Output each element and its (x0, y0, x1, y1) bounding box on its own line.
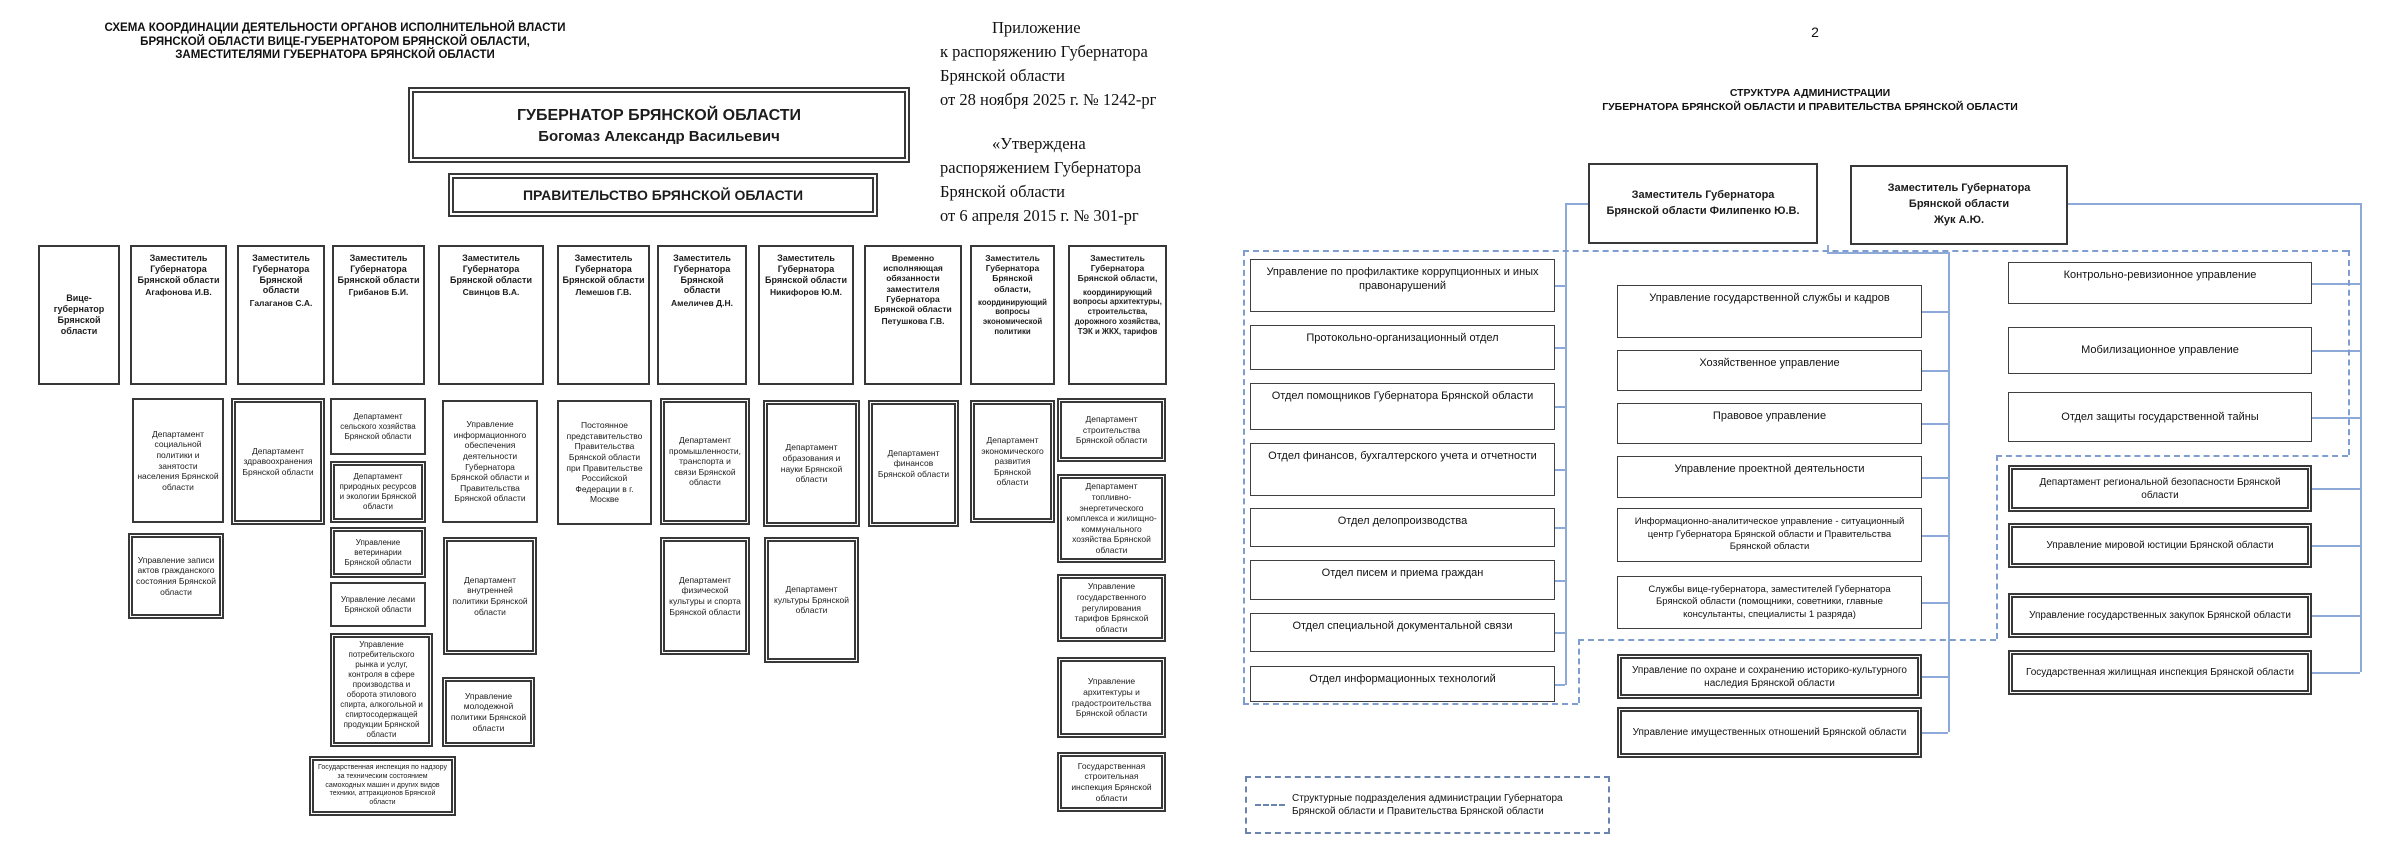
org-unit-box (330, 527, 426, 578)
connector (1555, 469, 1565, 471)
annex-line: Приложение (992, 18, 1081, 37)
admin-unit-label: Отдел защиты государственной тайны (2061, 410, 2259, 423)
page-number: 2 (1811, 24, 1819, 40)
deputy-box (438, 245, 544, 385)
deputy-name: Амеличев Д.Н. (671, 298, 733, 309)
connector (2068, 203, 2360, 205)
dashed-boundary-line (1243, 250, 2348, 252)
org-unit-box (660, 537, 750, 655)
org-unit-label: Департамент здравоохранения Брянской области (242, 445, 314, 477)
deputy-title: Временно исполняющая обязанности заместителя Губернатора Брянской области (874, 253, 952, 314)
connector (1922, 602, 1948, 604)
org-unit-box (442, 677, 535, 747)
deputy-zhuk-box (1850, 165, 2068, 245)
connector (1555, 527, 1565, 529)
connector (1555, 406, 1565, 408)
org-unit-label: Департамент топливно-энергетического комплекса и жилищно-коммунального хозяйства Брянской области (1066, 481, 1157, 556)
deputy-name: Галаганов С.А. (249, 298, 313, 309)
org-unit-label: Управление молодежной политики Брянской области (450, 690, 527, 733)
governor-name: Богомаз Александр Васильевич (538, 128, 780, 146)
admin-left-box (1250, 325, 1555, 370)
org-unit-label: Постоянное представительство Правительства Брянской области при Правительстве Российской Федерации в г. Москве (566, 420, 643, 505)
admin-unit-label: Управление имущественных отношений Брянской области (1632, 727, 1907, 738)
org-unit-box (970, 400, 1055, 523)
connector (2312, 283, 2360, 285)
connector (1922, 676, 1948, 678)
dashed-boundary-line (1996, 455, 1998, 639)
connector (1565, 203, 1589, 205)
org-unit-box (660, 398, 750, 525)
admin-mid-box (1617, 707, 1922, 758)
admin-right-box (2008, 465, 2312, 512)
admin-unit-label: Контрольно-ревизионное управление (2063, 269, 2257, 281)
annex-line: от 6 апреля 2015 г. № 301-рг (940, 206, 1139, 225)
org-unit-label: Департамент финансов Брянской области (877, 447, 950, 479)
admin-unit-label: Управление по охране и сохранению историко-культурного наследия Брянской области (1632, 664, 1907, 689)
admin-unit-label: Государственная жилищная инспекция Брянской области (2025, 667, 2294, 678)
org-unit-label: Департамент образования и науки Брянской области (780, 442, 843, 485)
legend-label: Структурные подразделения администрации Губернатора Брянской области и Правительства Брянской области (1292, 793, 1563, 817)
admin-right-box (2008, 650, 2312, 695)
admin-unit-label: Отдел финансов, бухгалтерского учета и отчетности (1268, 450, 1537, 462)
right-page-title (1460, 86, 2160, 114)
admin-mid-box (1617, 654, 1922, 699)
admin-unit-label: Хозяйственное управление (1699, 357, 1840, 369)
org-unit-label: Управление потребительского рынка и услуг, контроля в сфере производства и оборота этилового спирта, алкогольной и спиртосодержащей продукции Брянской области (340, 640, 423, 739)
admin-mid-box (1617, 285, 1922, 338)
admin-right-box (2008, 593, 2312, 638)
deputy-name: Никифоров Ю.М. (770, 287, 842, 298)
admin-unit-label: Отдел специальной документальной связи (1292, 620, 1513, 632)
connector (1922, 732, 1948, 734)
admin-unit-label: Службы вице-губернатора, заместителей Губернатора Брянской области (помощники, советники, главные консультанты, специалисты 1 разряда) (1648, 583, 1891, 620)
connector (2312, 350, 2360, 352)
org-unit-label: Департамент промышленности, транспорта и связи Брянской области (669, 434, 741, 488)
deputy-title: Заместитель Губернатора Брянской области (562, 253, 645, 285)
deputy-box (970, 245, 1055, 385)
government-box (448, 173, 878, 217)
connector (1922, 370, 1948, 372)
connector (1555, 347, 1565, 349)
connector (2312, 615, 2360, 617)
org-unit-label: Департамент внутренней политики Брянской области (452, 574, 528, 617)
connector (1565, 203, 1567, 685)
org-unit-box (868, 400, 959, 527)
deputy-box (332, 245, 425, 385)
admin-unit-label: Информационно-аналитическое управление - ситуационный центр Губернатора Брянской области и Правительства Брянской области (1634, 516, 1905, 553)
annex-line: распоряжением Губернатора (940, 158, 1142, 177)
connector (2312, 417, 2360, 419)
org-unit-box (330, 582, 426, 627)
admin-mid-box (1617, 456, 1922, 498)
annex-line: к распоряжению Губернатора (940, 42, 1148, 61)
deputy-filipenko-box (1588, 163, 1818, 244)
org-unit-label: Управление ветеринарии Брянской области (344, 537, 412, 567)
org-unit-label: Департамент социальной политики и занятости населения Брянской области (137, 428, 219, 492)
deputy-title: Заместитель Губернатора (1631, 188, 1775, 201)
deputy-name: Петушкова Г.В. (881, 316, 945, 327)
org-unit-box (442, 400, 538, 523)
admin-unit-label: Управление государственных закупок Брянской области (2029, 610, 2291, 621)
org-unit-box (764, 537, 859, 663)
org-unit-label: Государственная инспекция по надзору за техническим состоянием самоходных машин и других видов техники, аттракционов Брянской области (318, 764, 447, 807)
annex-line: от 28 ноября 2025 г. № 1242-рг (940, 90, 1157, 109)
connector (2312, 545, 2360, 547)
connector (1555, 632, 1565, 634)
dashed-boundary-line (1243, 703, 1578, 705)
connector (1555, 684, 1565, 686)
connector (2312, 672, 2360, 674)
dashed-boundary-line (1996, 455, 2348, 457)
org-unit-box (1057, 657, 1166, 738)
admin-mid-box (1617, 508, 1922, 562)
connector (1555, 580, 1565, 582)
org-unit-label: Управление информационного обеспечения деятельности Губернатора Брянской области и Правительства Брянской области (450, 419, 530, 504)
deputy-title: Жук А.Ю. (1933, 213, 1985, 226)
right-page-title-line: СТРУКТУРА АДМИНИСТРАЦИИ (1729, 87, 1891, 99)
deputy-title: Брянской области Филипенко Ю.В. (1606, 204, 1800, 217)
deputy-title: Заместитель Губернатора Брянской области (137, 253, 220, 285)
deputy-box (864, 245, 962, 385)
admin-unit-label: Управление государственной службы и кадров (1649, 292, 1890, 304)
org-unit-label: Департамент строительства Брянской области (1075, 414, 1148, 446)
dashed-boundary-line (1578, 639, 1580, 703)
admin-left-box (1250, 508, 1555, 547)
dashed-boundary-line (1578, 639, 1996, 641)
org-unit-box (330, 398, 426, 455)
org-unit-label: Департамент культуры Брянской области (774, 584, 849, 616)
deputy-name: Свинцов В.А. (462, 287, 520, 298)
org-unit-label: Управление лесами Брянской области (340, 594, 416, 614)
deputy-title: Заместитель Губернатора Брянской области, (985, 253, 1040, 294)
org-unit-box (1057, 398, 1166, 462)
connector (1922, 311, 1948, 313)
deputy-note: координирующий вопросы экономической политики (978, 297, 1047, 336)
org-unit-box (330, 461, 426, 523)
org-unit-label: Департамент природных ресурсов и экологии Брянской области (339, 472, 417, 511)
org-unit-box (231, 398, 325, 525)
admin-right-box (2008, 523, 2312, 568)
admin-unit-label: Отдел помощников Губернатора Брянской области (1271, 390, 1534, 402)
deputy-box (237, 245, 325, 385)
deputy-note: координирующий вопросы архитектуры, строительства, дорожного хозяйства, ТЭК и ЖКХ, тарифов (1073, 287, 1162, 336)
governor-title: ГУБЕРНАТОР БРЯНСКОЙ ОБЛАСТИ (516, 107, 801, 124)
org-unit-box (557, 400, 652, 525)
connector (1922, 535, 1948, 537)
admin-unit-label: Управление проектной деятельности (1674, 463, 1865, 475)
left-page-title: СХЕМА КООРДИНАЦИИ ДЕЯТЕЛЬНОСТИ ОРГАНОВ ИСПОЛНИТЕЛЬНОЙ ВЛАСТИ БРЯНСКОЙ ОБЛАСТИ ВИЦЕ-ГУБЕРНАТОРОМ БРЯНСКОЙ ОБЛАСТИ, ЗАМЕСТИТЕЛЯМИ ГУБЕРНАТОРА БРЯНСКОЙ ОБЛАСТИ (104, 22, 566, 61)
admin-unit-label: Департамент региональной безопасности Брянской области (2039, 476, 2281, 501)
org-unit-box (1057, 574, 1166, 642)
dashed-boundary-line (1243, 250, 1245, 703)
org-unit-box (309, 756, 456, 816)
connector (1827, 252, 1948, 254)
deputy-box (758, 245, 854, 385)
connector (2312, 488, 2360, 490)
admin-left-box (1250, 560, 1555, 600)
org-unit-label: Управление государственного регулирования тарифов Брянской области (1074, 581, 1149, 634)
admin-mid-box (1617, 350, 1922, 391)
admin-left-box (1250, 666, 1555, 702)
deputy-title: Заместитель Губернатора Брянской области (450, 253, 532, 285)
annex-line: Брянской области (940, 182, 1066, 201)
org-unit-label: Департамент физической культуры и спорта Брянской области (669, 574, 741, 617)
org-unit-box (132, 398, 224, 523)
dashed-line-sample (1255, 804, 1285, 806)
org-unit-label: Управление архитектуры и градостроительства Брянской области (1071, 676, 1152, 719)
deputy-name: Лемешов Г.В. (575, 287, 632, 298)
annex-note (940, 16, 1240, 228)
deputy-title: Заместитель Губернатора Брянской области (673, 253, 731, 296)
admin-left-box (1250, 443, 1555, 496)
org-unit-box (1057, 752, 1166, 812)
right-page-title-line: ГУБЕРНАТОРА БРЯНСКОЙ ОБЛАСТИ И ПРАВИТЕЛЬСТВА БРЯНСКОЙ ОБЛАСТИ (1602, 101, 2018, 113)
admin-unit-label: Управление по профилактике коррупционных и иных правонарушений (1266, 266, 1539, 293)
org-unit-box (330, 633, 433, 747)
admin-mid-box (1617, 403, 1922, 444)
legend-box (1245, 776, 1610, 834)
deputy-box (1068, 245, 1167, 385)
admin-right-box (2008, 262, 2312, 304)
governor-box (408, 87, 910, 163)
deputy-box (38, 245, 120, 385)
deputy-title: Заместитель Губернатора Брянской области (337, 253, 420, 285)
admin-unit-label: Протокольно-организационный отдел (1306, 332, 1499, 344)
connector (1922, 477, 1948, 479)
deputy-title: Заместитель Губернатора Брянской области (765, 253, 847, 285)
deputy-title: Вице-губернатор Брянской области (53, 293, 105, 336)
deputy-title: Заместитель Губернатора (1887, 182, 2031, 195)
admin-unit-label: Управление мировой юстиции Брянской области (2046, 540, 2274, 551)
admin-unit-label: Отдел информационных технологий (1309, 673, 1496, 685)
admin-unit-label: Правовое управление (1712, 410, 1827, 422)
org-unit-box (443, 537, 537, 655)
government-label: ПРАВИТЕЛЬСТВО БРЯНСКОЙ ОБЛАСТИ (522, 187, 804, 203)
admin-right-box (2008, 327, 2312, 374)
connector (1555, 285, 1565, 287)
admin-unit-label: Отдел делопроизводства (1337, 515, 1468, 527)
deputy-title: Заместитель Губернатора Брянской области (252, 253, 310, 296)
deputy-title: Заместитель Губернатора Брянской области, (1077, 253, 1158, 284)
admin-left-box (1250, 613, 1555, 652)
connector (1948, 252, 1950, 732)
org-unit-label: Департамент экономического развития Брянской области (981, 434, 1044, 488)
org-unit-box (763, 400, 860, 527)
admin-mid-box (1617, 576, 1922, 629)
annex-line: Брянской области (940, 66, 1066, 85)
annex-line: «Утверждена (992, 134, 1086, 153)
deputy-box (130, 245, 227, 385)
deputy-box (657, 245, 747, 385)
dashed-boundary-line (2348, 250, 2350, 455)
org-unit-label: Управление записи актов гражданского состояния Брянской области (136, 554, 216, 597)
deputy-name: Грибанов Б.И. (348, 287, 409, 298)
admin-unit-label: Мобилизационное управление (2081, 344, 2239, 357)
org-unit-box (1057, 474, 1166, 563)
admin-unit-label: Отдел писем и приема граждан (1321, 567, 1484, 579)
org-unit-box (128, 533, 224, 619)
deputy-name: Агафонова И.В. (145, 287, 212, 298)
admin-left-box (1250, 259, 1555, 312)
deputy-title: Брянской области (1908, 198, 2010, 211)
org-unit-label: Департамент сельского хозяйства Брянской области (340, 411, 416, 441)
admin-left-box (1250, 383, 1555, 430)
connector (2360, 203, 2362, 672)
org-unit-label: Государственная строительная инспекция Брянской области (1071, 760, 1152, 803)
connector (1922, 423, 1948, 425)
admin-right-box (2008, 392, 2312, 442)
deputy-box (557, 245, 650, 385)
